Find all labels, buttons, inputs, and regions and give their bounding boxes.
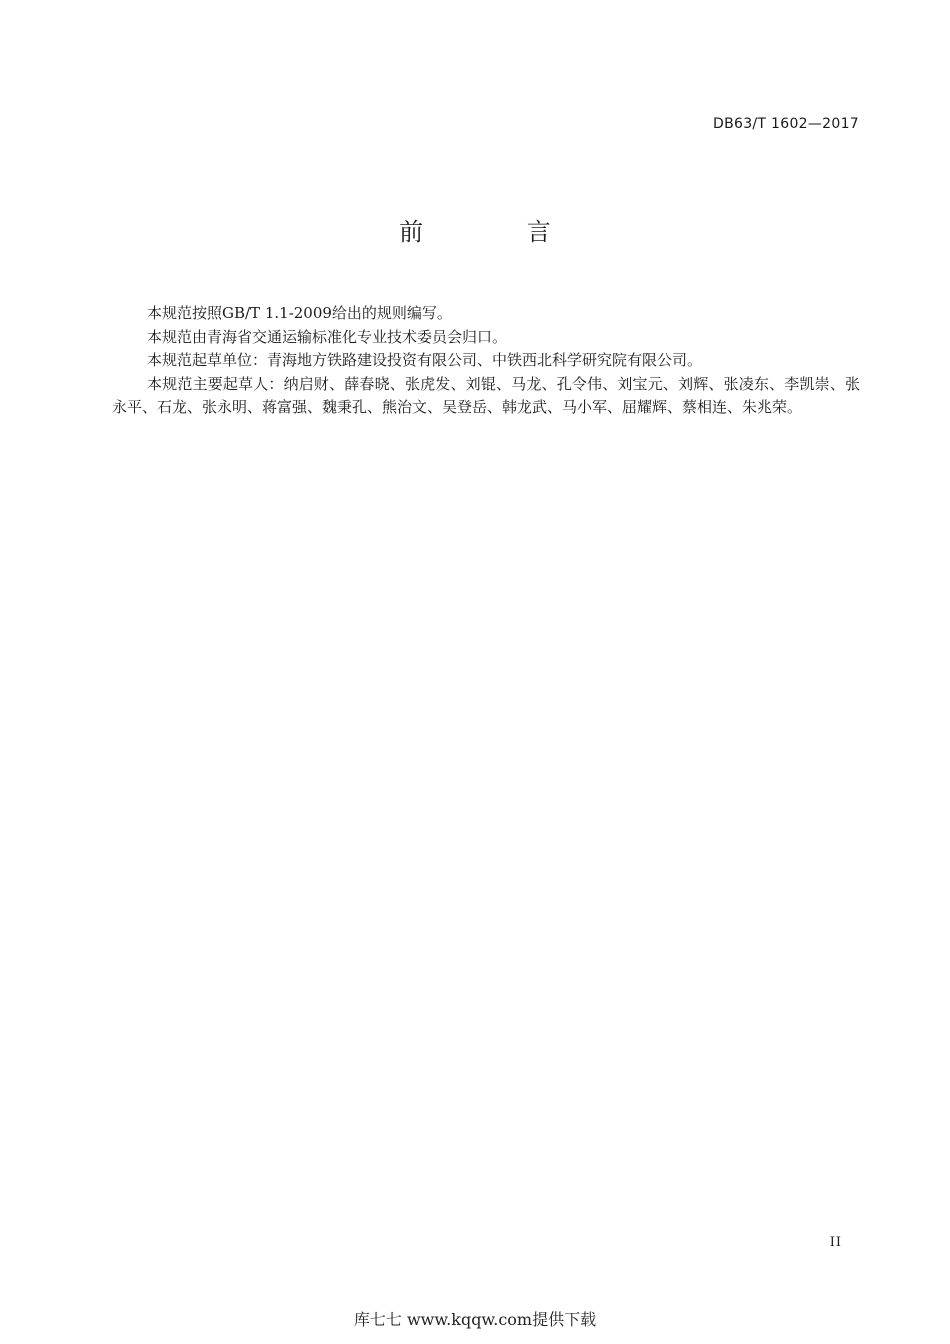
paragraph-committee: 本规范由青海省交通运输标准化专业技术委员会归口。 xyxy=(147,327,508,346)
download-watermark: 库七七 www.kqqw.com提供下载 xyxy=(353,1310,597,1329)
foreword-body xyxy=(112,302,860,420)
page-title: 前 言 xyxy=(399,218,599,246)
paragraph-drafting-units: 本规范起草单位：青海地方铁路建设投资有限公司、中铁西北科学研究院有限公司。 xyxy=(147,351,703,369)
paragraph-drafting-rules: 本规范按照GB/T 1.1-2009给出的规则编写。 xyxy=(147,304,452,322)
page-number: II xyxy=(829,1235,842,1250)
paragraph-drafters: 本规范主要起草人：纳启财、薛春晓、张虎发、刘锟、马龙、孔令伟、刘宝元、刘辉、张凌东、李凯崇、张永平、石龙、张永明、蒋富强、魏秉孔、熊治文、吴登岳、韩龙武、马小军、屈耀辉、蔡相连、朱兆荣。 xyxy=(112,374,860,416)
standard-code: DB63/T 1602—2017 xyxy=(713,116,859,132)
